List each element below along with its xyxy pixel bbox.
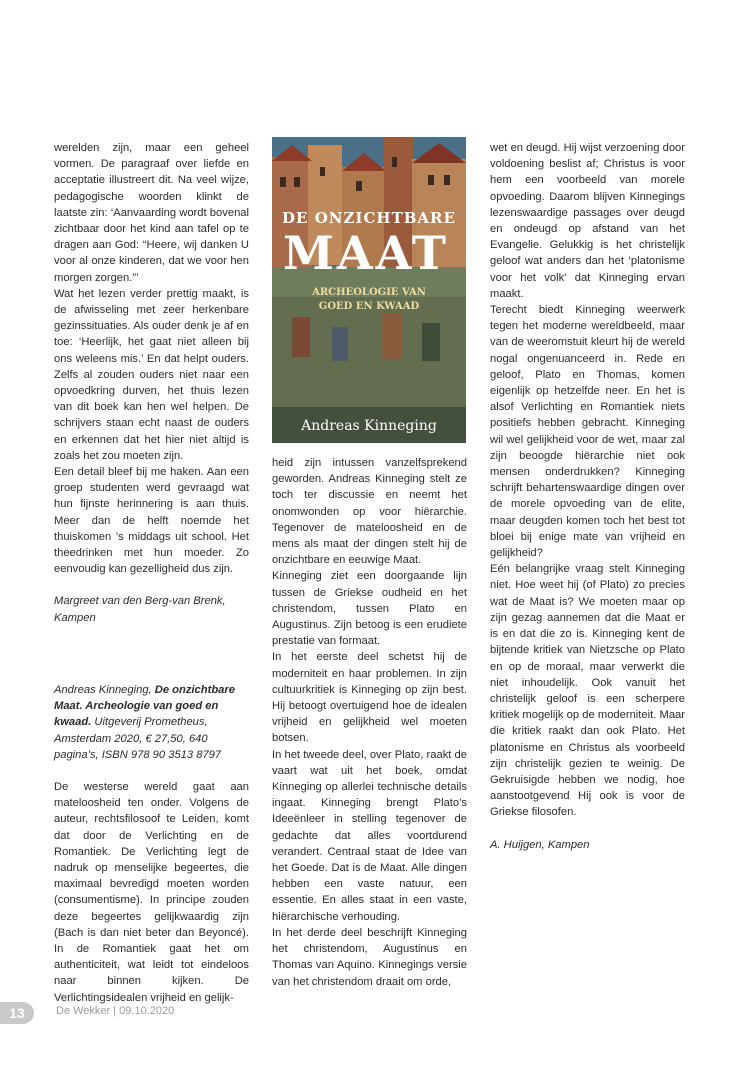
body-paragraph: Terecht biedt Kinneging weerwerk tegen het moderne wereldbeeld, maar van de weeromstuit kleurt hij de wereld nogal ongenuanceerd in. Rede en geloof, Plato en Thomas, komen eigenlijk op hetzelfde neer. En het is alsof Verlichting en Romantiek niets positiefs hebben gebracht. Kinneging wil wel gelijkheid voor de wet, maar zal zijn beoogde hiërarchie niet ook mensen onderdrukken? Kinneging schrijft behartenswaardige dingen over de morele opvoeding van de elite, maar deugden komen toch het best tot bloei bij enige mate van vrijheid en gelijkheid? [490,304,685,560]
publication-label: De Wekker | 09.10.2020 [56,1005,175,1017]
cover-window [428,175,434,185]
cover-figure [332,327,348,361]
page-footer [0,1002,738,1024]
cover-window [294,177,300,187]
body-paragraph: Wat het lezen verder prettig maakt, is de afwisseling met zeer herkenbare gezinssituaties. Als ouder denk je af en toe: ‘Heerlijk, het gaat niet alleen bij ons weleens mis.’ En dat helpt ouders. Zelfs al zouden ouders niet naar een opvoedkring durven, het thuis lezen van dit boek kan hen wel helpen. De schrijvers staan echt naast de ouders en erkennen dat het hier niet altijd is zoals het zou moeten zijn. [54,287,249,462]
body-paragraph: werelden zijn, maar een geheel vormen. De paragraaf over liefde en acceptatie illustreert dit. Na veel wijze, pedagogische woorden klinkt de laatste zin: ‘Aanvaarding wordt bovenal zichtbaar door het kind aan tafel op te dragen aan God: “Heere, wij danken U voor al onze kinderen, dat we voor hen morgen zorgen.”’ [54,142,249,284]
cover-window [392,157,397,167]
review-signature [54,593,249,625]
book-author: Andreas Kinneging, [54,683,155,696]
column-3 [490,140,685,853]
reviewer-name: Margreet van den Berg-van Brenk, [54,595,226,608]
cover-figure [422,323,440,361]
body-paragraph: wet en deugd. Hij wijst verzoening door voldoening beslist af; Christus is voor hem een voorbeeld van morele opvoeding. Daarom blijven Kinnegings lezenswaardige passages over deugd en ondeugd op afstand van het Evangelie. Gelukkig is het christelijk geloof wat anders dan het ‘platonisme voor het volk’ dat Kinneging ervan maakt. [490,142,685,300]
body-paragraph: In het eerste deel schetst hij de moderniteit en haar problemen. In zijn cultuurkritiek is Kinneging op zijn best. Hij betoogt overtuigend hoe de idealen vrijheid en gelijkheid wel moeten botsen. [272,651,467,745]
column-2 [272,455,467,990]
column-1 [54,140,249,1006]
body-paragraph: In het derde deel beschrijft Kinneging het christendom, Augustinus en Thomas van Aquino. Kinnegings versie van het christendom draait om orde, [272,926,467,988]
cover-figure [382,313,402,359]
cover-window [280,177,286,187]
book-title: De onzichtbare Maat. Archeologie van goed en kwaad. [54,683,235,729]
body-paragraph: Eén belangrijke vraag stelt Kinneging niet. Hoe weet hij (of Plato) zo precies wat de Maat is? We moeten maar op zijn gezag aannemen dat die Maat er is en dat die zo is. Kinneging kent de bijtende kritiek van Nietzsche op Plato en op de moraal, maar verwerkt die niet inhoudelijk. Ook vanuit het christelijk geloof is een scherpere kritiek mogelijk op de moderniteit. Maar die kritiek raakt dan ook Plato. Het platonisme en Christus als voorbeeld zijn christelijk gezien te weinig. De Gekruisigde hebben we nodig, hoe aanstootgevend Hij ook is voor de Griekse filosofen. [490,563,685,819]
book-cover-image [272,137,466,443]
cover-window [356,181,362,191]
book-reference [54,682,249,763]
book-publication-details: Uitgeverij Prometheus, Amsterdam 2020, € 27,50, 640 pagina’s, ISBN 978 90 3513 8797 [54,716,222,761]
cover-subtitle-line-1: ARCHEOLOGIE VAN [312,287,426,298]
cover-figure [292,317,310,357]
body-paragraph: In het tweede deel, over Plato, raakt de vaart wat uit het boek, omdat Kinneging op allerlei technische details ingaat. Kinneging brengt Plato’s Ideeënleer in stelling tegenover de gedachte dat alles voortdurend verandert. Centraal staat de Idee van het Goede. Dat is de Maat. Alle dingen hebben een vaste natuur, een essentie. En alles staat in een vaste, hiërarchische verhouding. [272,748,467,923]
cover-title-top: DE ONZICHTBARE [282,209,456,227]
body-paragraph: Een detail bleef bij me haken. Aan een groep studenten werd gevraagd wat hun fijnste herinnering is aan thuis. Meer dan de helft noemde het thuiskomen ’s middags uit school. Het theedrinken met hun moeder. Zo eenvoudig kan gezelligheid dus zijn. [54,466,249,576]
review-signature: A. Huijgen, Kampen [490,838,590,851]
reviewer-place: Kampen [54,611,96,624]
cover-window [444,175,450,185]
cover-author: Andreas Kinneging [301,418,437,434]
book-cover-illustration [272,137,466,443]
body-paragraph: De westerse wereld gaat aan mateloosheid ten onder. Volgens de auteur, rechtsfilosoof te Leiden, komt dat door de Verlichting en de Romantiek. De Verlichting legt de nadruk op menselijke begeertes, die maximaal bevredigd moeten worden (consumentisme). In principe zouden deze begeertes gelijkwaardig zijn (Bach is dan niet beter dan Beyoncé). In de Romantiek gaat het om authenticiteit, wat leidt tot eindeloos naar binnen kijken. De Verlichtingsidealen vrijheid en gelijk- [54,780,249,1004]
cover-title-main: MAAT [282,226,450,280]
body-paragraph: heid zijn intussen vanzelfsprekend geworden. Andreas Kinneging stelt ze toch ter discussie en neemt het onomwonden op voor hiërarchie. Tegenover de mateloosheid en de mens als maat der dingen stelt hij de onzichtbare en eeuwige Maat. [272,457,467,567]
body-paragraph: Kinneging ziet een doorgaande lijn tussen de Griekse oudheid en het christendom, tussen Plato en Augustinus. Zijn betoog is een erudiete prestatie van formaat. [272,570,467,648]
cover-window [320,167,325,176]
page-number: 13 [0,1002,34,1024]
cover-subtitle-line-2: GOED EN KWAAD [318,301,420,312]
